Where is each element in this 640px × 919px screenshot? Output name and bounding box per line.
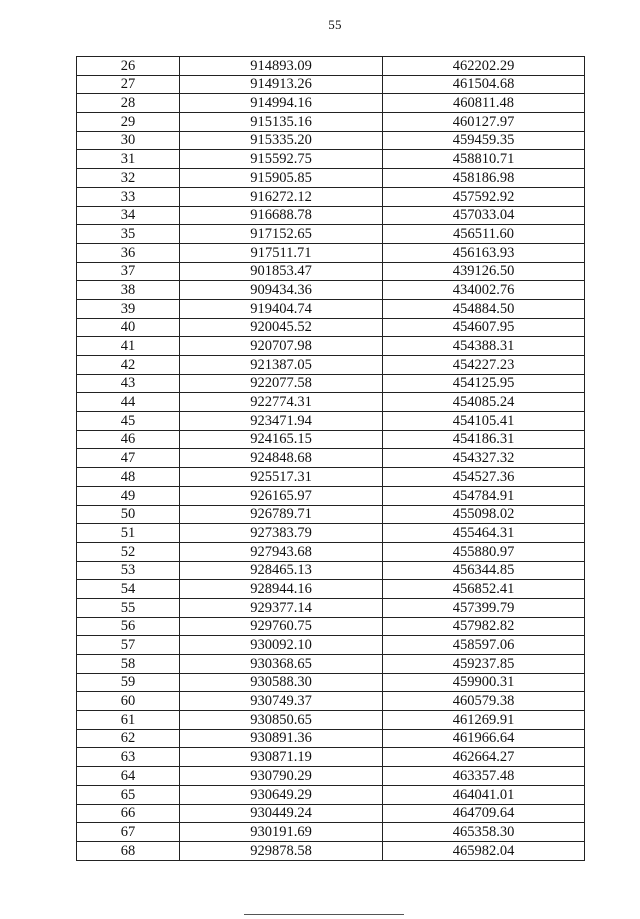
x-coordinate-cell: 914893.09: [180, 57, 383, 76]
x-coordinate-cell: 915335.20: [180, 131, 383, 150]
x-coordinate-cell: 930790.29: [180, 767, 383, 786]
table-row: [77, 262, 585, 281]
y-coordinate-cell: 460811.48: [383, 94, 585, 113]
point-number-cell: 34: [77, 206, 180, 225]
x-coordinate-cell: 928944.16: [180, 580, 383, 599]
point-number-cell: 41: [77, 337, 180, 356]
table-row: [77, 580, 585, 599]
y-coordinate-cell: 454105.41: [383, 412, 585, 431]
table-row: [77, 243, 585, 262]
table-row: [77, 113, 585, 132]
y-coordinate-cell: 462202.29: [383, 57, 585, 76]
x-coordinate-cell: 921387.05: [180, 356, 383, 375]
y-coordinate-cell: 455098.02: [383, 505, 585, 524]
y-coordinate-cell: 454607.95: [383, 318, 585, 337]
table-row: [77, 299, 585, 318]
table-row: [77, 841, 585, 860]
point-number-cell: 56: [77, 617, 180, 636]
coordinates-table-body: [77, 57, 585, 861]
y-coordinate-cell: 457592.92: [383, 187, 585, 206]
table-row: [77, 748, 585, 767]
x-coordinate-cell: 901853.47: [180, 262, 383, 281]
x-coordinate-cell: 915135.16: [180, 113, 383, 132]
point-number-cell: 47: [77, 449, 180, 468]
point-number-cell: 57: [77, 636, 180, 655]
point-number-cell: 64: [77, 767, 180, 786]
table-row: [77, 187, 585, 206]
y-coordinate-cell: 454125.95: [383, 374, 585, 393]
table-row: [77, 692, 585, 711]
point-number-cell: 63: [77, 748, 180, 767]
point-number-cell: 66: [77, 804, 180, 823]
y-coordinate-cell: 457982.82: [383, 617, 585, 636]
y-coordinate-cell: 454085.24: [383, 393, 585, 412]
point-number-cell: 30: [77, 131, 180, 150]
table-row: [77, 131, 585, 150]
y-coordinate-cell: 460127.97: [383, 113, 585, 132]
y-coordinate-cell: 458597.06: [383, 636, 585, 655]
page-number: 55: [328, 17, 342, 32]
point-number-cell: 33: [77, 187, 180, 206]
y-coordinate-cell: 459900.31: [383, 673, 585, 692]
x-coordinate-cell: 922077.58: [180, 374, 383, 393]
point-number-cell: 52: [77, 542, 180, 561]
x-coordinate-cell: 917152.65: [180, 225, 383, 244]
y-coordinate-cell: 456511.60: [383, 225, 585, 244]
y-coordinate-cell: 454388.31: [383, 337, 585, 356]
x-coordinate-cell: 916272.12: [180, 187, 383, 206]
y-coordinate-cell: 458186.98: [383, 169, 585, 188]
point-number-cell: 27: [77, 75, 180, 94]
x-coordinate-cell: 923471.94: [180, 412, 383, 431]
point-number-cell: 40: [77, 318, 180, 337]
point-number-cell: 62: [77, 729, 180, 748]
table-row: [77, 468, 585, 487]
x-coordinate-cell: 924848.68: [180, 449, 383, 468]
x-coordinate-cell: 930850.65: [180, 711, 383, 730]
y-coordinate-cell: 464041.01: [383, 785, 585, 804]
x-coordinate-cell: 930588.30: [180, 673, 383, 692]
y-coordinate-cell: 434002.76: [383, 281, 585, 300]
table-row: [77, 57, 585, 76]
point-number-cell: 65: [77, 785, 180, 804]
point-number-cell: 48: [77, 468, 180, 487]
table-row: [77, 598, 585, 617]
table-row: [77, 636, 585, 655]
y-coordinate-cell: 456163.93: [383, 243, 585, 262]
x-coordinate-cell: 914994.16: [180, 94, 383, 113]
y-coordinate-cell: 463357.48: [383, 767, 585, 786]
table-row: [77, 169, 585, 188]
point-number-cell: 44: [77, 393, 180, 412]
y-coordinate-cell: 461269.91: [383, 711, 585, 730]
point-number-cell: 31: [77, 150, 180, 169]
table-row: [77, 337, 585, 356]
point-number-cell: 58: [77, 655, 180, 674]
table-row: [77, 561, 585, 580]
table-row: [77, 785, 585, 804]
table-row: [77, 486, 585, 505]
y-coordinate-cell: 454884.50: [383, 299, 585, 318]
point-number-cell: 53: [77, 561, 180, 580]
y-coordinate-cell: 454327.32: [383, 449, 585, 468]
x-coordinate-cell: 915592.75: [180, 150, 383, 169]
point-number-cell: 42: [77, 356, 180, 375]
point-number-cell: 68: [77, 841, 180, 860]
y-coordinate-cell: 457033.04: [383, 206, 585, 225]
point-number-cell: 49: [77, 486, 180, 505]
x-coordinate-cell: 930191.69: [180, 823, 383, 842]
x-coordinate-cell: 927943.68: [180, 542, 383, 561]
y-coordinate-cell: 465358.30: [383, 823, 585, 842]
y-coordinate-cell: 439126.50: [383, 262, 585, 281]
x-coordinate-cell: 929377.14: [180, 598, 383, 617]
point-number-cell: 36: [77, 243, 180, 262]
table-row: [77, 393, 585, 412]
table-row: [77, 767, 585, 786]
y-coordinate-cell: 456852.41: [383, 580, 585, 599]
table-row: [77, 206, 585, 225]
point-number-cell: 67: [77, 823, 180, 842]
y-coordinate-cell: 465982.04: [383, 841, 585, 860]
table-row: [77, 150, 585, 169]
x-coordinate-cell: 920707.98: [180, 337, 383, 356]
point-number-cell: 35: [77, 225, 180, 244]
point-number-cell: 61: [77, 711, 180, 730]
y-coordinate-cell: 454784.91: [383, 486, 585, 505]
table-row: [77, 505, 585, 524]
point-number-cell: 46: [77, 430, 180, 449]
point-number-cell: 59: [77, 673, 180, 692]
table-row: [77, 75, 585, 94]
point-number-cell: 45: [77, 412, 180, 431]
table-row: [77, 430, 585, 449]
point-number-cell: 28: [77, 94, 180, 113]
x-coordinate-cell: 915905.85: [180, 169, 383, 188]
point-number-cell: 26: [77, 57, 180, 76]
x-coordinate-cell: 929760.75: [180, 617, 383, 636]
y-coordinate-cell: 461966.64: [383, 729, 585, 748]
x-coordinate-cell: 930871.19: [180, 748, 383, 767]
table-row: [77, 449, 585, 468]
y-coordinate-cell: 454186.31: [383, 430, 585, 449]
point-number-cell: 60: [77, 692, 180, 711]
x-coordinate-cell: 930649.29: [180, 785, 383, 804]
x-coordinate-cell: 929878.58: [180, 841, 383, 860]
point-number-cell: 55: [77, 598, 180, 617]
point-number-cell: 50: [77, 505, 180, 524]
table-row: [77, 318, 585, 337]
y-coordinate-cell: 454527.36: [383, 468, 585, 487]
y-coordinate-cell: 457399.79: [383, 598, 585, 617]
table-row: [77, 655, 585, 674]
x-coordinate-cell: 916688.78: [180, 206, 383, 225]
y-coordinate-cell: 459459.35: [383, 131, 585, 150]
table-row: [77, 281, 585, 300]
point-number-cell: 51: [77, 524, 180, 543]
point-number-cell: 39: [77, 299, 180, 318]
x-coordinate-cell: 917511.71: [180, 243, 383, 262]
x-coordinate-cell: 926789.71: [180, 505, 383, 524]
x-coordinate-cell: 909434.36: [180, 281, 383, 300]
x-coordinate-cell: 919404.74: [180, 299, 383, 318]
x-coordinate-cell: 925517.31: [180, 468, 383, 487]
y-coordinate-cell: 460579.38: [383, 692, 585, 711]
table-row: [77, 524, 585, 543]
point-number-cell: 38: [77, 281, 180, 300]
x-coordinate-cell: 930749.37: [180, 692, 383, 711]
table-row: [77, 673, 585, 692]
table-row: [77, 711, 585, 730]
coordinates-table: [76, 56, 585, 861]
table-row: [77, 804, 585, 823]
y-coordinate-cell: 464709.64: [383, 804, 585, 823]
table-row: [77, 542, 585, 561]
x-coordinate-cell: 928465.13: [180, 561, 383, 580]
y-coordinate-cell: 458810.71: [383, 150, 585, 169]
table-row: [77, 356, 585, 375]
x-coordinate-cell: 930449.24: [180, 804, 383, 823]
y-coordinate-cell: 455464.31: [383, 524, 585, 543]
table-row: [77, 94, 585, 113]
x-coordinate-cell: 914913.26: [180, 75, 383, 94]
point-number-cell: 54: [77, 580, 180, 599]
table-row: [77, 225, 585, 244]
point-number-cell: 32: [77, 169, 180, 188]
y-coordinate-cell: 461504.68: [383, 75, 585, 94]
y-coordinate-cell: 456344.85: [383, 561, 585, 580]
point-number-cell: 29: [77, 113, 180, 132]
table-row: [77, 729, 585, 748]
x-coordinate-cell: 927383.79: [180, 524, 383, 543]
y-coordinate-cell: 454227.23: [383, 356, 585, 375]
y-coordinate-cell: 455880.97: [383, 542, 585, 561]
point-number-cell: 37: [77, 262, 180, 281]
x-coordinate-cell: 922774.31: [180, 393, 383, 412]
x-coordinate-cell: 930092.10: [180, 636, 383, 655]
y-coordinate-cell: 459237.85: [383, 655, 585, 674]
x-coordinate-cell: 930368.65: [180, 655, 383, 674]
x-coordinate-cell: 920045.52: [180, 318, 383, 337]
table-row: [77, 823, 585, 842]
x-coordinate-cell: 930891.36: [180, 729, 383, 748]
table-row: [77, 617, 585, 636]
point-number-cell: 43: [77, 374, 180, 393]
x-coordinate-cell: 924165.15: [180, 430, 383, 449]
y-coordinate-cell: 462664.27: [383, 748, 585, 767]
table-row: [77, 412, 585, 431]
page-bottom-rule: [244, 914, 404, 915]
x-coordinate-cell: 926165.97: [180, 486, 383, 505]
table-row: [77, 374, 585, 393]
